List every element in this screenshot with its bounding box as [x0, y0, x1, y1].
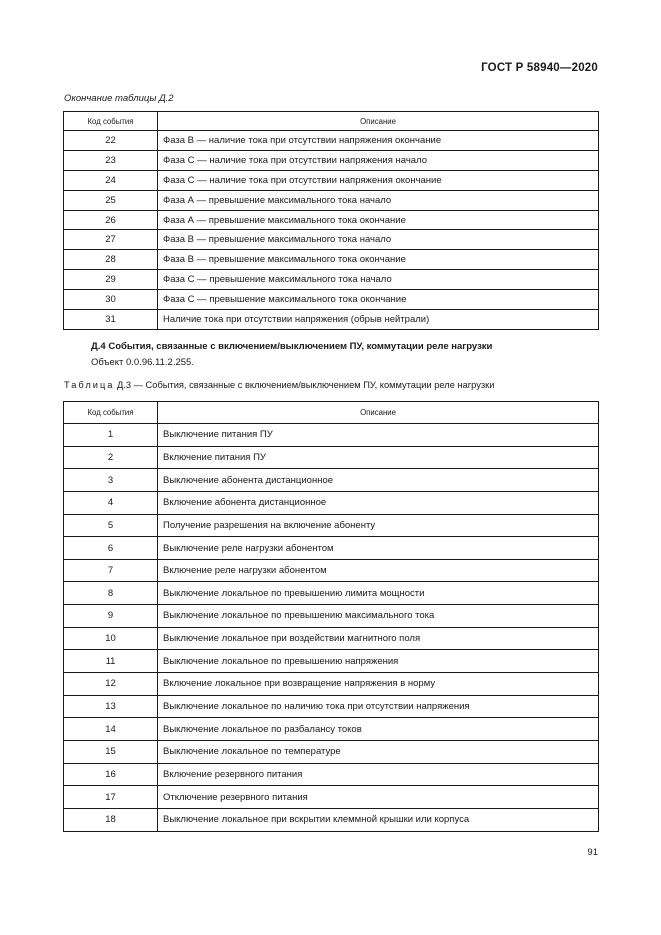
event-description-cell: Выключение реле нагрузки абонентом: [158, 537, 599, 560]
event-code-cell: 8: [64, 582, 158, 605]
event-description-cell: Отключение резервного питания: [158, 786, 599, 809]
table-row: [64, 210, 599, 230]
event-code-cell: 6: [64, 537, 158, 560]
event-description-cell: Фаза С — наличие тока при отсутствии напряжения окончание: [158, 170, 599, 190]
section-object: Объект 0.0.96.11.2.255.: [91, 357, 194, 368]
event-description-cell: Выключение локальное по превышению лимита мощности: [158, 582, 599, 605]
event-code-cell: 12: [64, 673, 158, 696]
event-code-cell: 4: [64, 491, 158, 514]
event-description-cell: Фаза В — превышение максимального тока начало: [158, 230, 599, 250]
event-description-cell: Выключение локальное по превышению максимального тока: [158, 605, 599, 628]
event-code-cell: 27: [64, 230, 158, 250]
event-description-cell: Выключение локальное при вскрытии клеммной крышки или корпуса: [158, 808, 599, 831]
table-row: [64, 537, 599, 560]
column-header-description: Описание: [158, 112, 599, 131]
event-code-cell: 17: [64, 786, 158, 809]
table-row: [64, 469, 599, 492]
event-description-cell: Фаза А — превышение максимального тока окончание: [158, 210, 599, 230]
event-description-cell: Включение локальное при возвращение напряжения в норму: [158, 673, 599, 696]
table-row: [64, 786, 599, 809]
event-code-cell: 14: [64, 718, 158, 741]
table2-caption-prefix: Таблица: [64, 380, 115, 390]
event-description-cell: Получение разрешения на включение абоненту: [158, 514, 599, 537]
event-code-cell: 7: [64, 559, 158, 582]
table1-caption: Окончание таблицы Д.2: [64, 93, 174, 104]
table-row: [64, 582, 599, 605]
document-id: ГОСТ Р 58940—2020: [481, 62, 598, 74]
event-description-cell: Включение абонента дистанционное: [158, 491, 599, 514]
event-code-cell: 25: [64, 190, 158, 210]
section-heading: Д.4 События, связанные с включением/выключением ПУ, коммутации реле нагрузки: [91, 341, 493, 352]
table-row: [64, 763, 599, 786]
event-code-cell: 28: [64, 250, 158, 270]
table-row: [64, 740, 599, 763]
table-row: [64, 190, 599, 210]
table-row: [64, 695, 599, 718]
table-header-row: [64, 402, 599, 424]
event-code-cell: 16: [64, 763, 158, 786]
table-row: [64, 290, 599, 310]
event-description-cell: Фаза С — превышение максимального тока окончание: [158, 290, 599, 310]
event-description-cell: Фаза В — наличие тока при отсутствии напряжения окончание: [158, 131, 599, 151]
event-code-cell: 22: [64, 131, 158, 151]
table-row: [64, 718, 599, 741]
column-header-description: Описание: [158, 402, 599, 424]
event-description-cell: Выключение локальное по превышению напряжения: [158, 650, 599, 673]
event-code-cell: 2: [64, 446, 158, 469]
event-code-cell: 11: [64, 650, 158, 673]
event-code-cell: 13: [64, 695, 158, 718]
event-code-cell: 31: [64, 310, 158, 330]
table-row: [64, 559, 599, 582]
event-code-cell: 9: [64, 605, 158, 628]
event-description-cell: Выключение локальное при воздействии магнитного поля: [158, 627, 599, 650]
table-row: [64, 230, 599, 250]
event-description-cell: Включение резервного питания: [158, 763, 599, 786]
table-row: [64, 673, 599, 696]
events-table-d3: [63, 401, 599, 832]
event-description-cell: Выключение абонента дистанционное: [158, 469, 599, 492]
table-row: [64, 808, 599, 831]
event-code-cell: 30: [64, 290, 158, 310]
page-number: 91: [587, 847, 598, 858]
table-row: [64, 170, 599, 190]
table-row: [64, 250, 599, 270]
event-code-cell: 5: [64, 514, 158, 537]
event-code-cell: 15: [64, 740, 158, 763]
event-description-cell: Выключение локальное по температуре: [158, 740, 599, 763]
event-code-cell: 18: [64, 808, 158, 831]
table-header-row: [64, 112, 599, 131]
table-row: [64, 310, 599, 330]
event-code-cell: 29: [64, 270, 158, 290]
column-header-code: Код события: [64, 112, 158, 131]
table-row: [64, 627, 599, 650]
event-code-cell: 3: [64, 469, 158, 492]
event-code-cell: 23: [64, 150, 158, 170]
event-description-cell: Включение реле нагрузки абонентом: [158, 559, 599, 582]
event-description-cell: Фаза В — превышение максимального тока окончание: [158, 250, 599, 270]
table-row: [64, 446, 599, 469]
event-code-cell: 1: [64, 424, 158, 447]
table-row: [64, 514, 599, 537]
table-row: [64, 605, 599, 628]
event-code-cell: 26: [64, 210, 158, 230]
table-row: [64, 150, 599, 170]
event-description-cell: Наличие тока при отсутствии напряжения (обрыв нейтрали): [158, 310, 599, 330]
table-row: [64, 650, 599, 673]
event-description-cell: Фаза С — наличие тока при отсутствии напряжения начало: [158, 150, 599, 170]
column-header-code: Код события: [64, 402, 158, 424]
event-description-cell: Фаза С — превышение максимального тока начало: [158, 270, 599, 290]
event-description-cell: Фаза А — превышение максимального тока начало: [158, 190, 599, 210]
event-description-cell: Выключение питания ПУ: [158, 424, 599, 447]
event-description-cell: Включение питания ПУ: [158, 446, 599, 469]
table2-caption-text: Д.3 — События, связанные с включением/выключением ПУ, коммутации реле нагрузки: [117, 380, 495, 390]
table2-caption: [64, 380, 494, 390]
event-code-cell: 10: [64, 627, 158, 650]
table-row: [64, 131, 599, 151]
event-description-cell: Выключение локальное по разбалансу токов: [158, 718, 599, 741]
event-description-cell: Выключение локальное по наличию тока при отсутствии напряжения: [158, 695, 599, 718]
table-row: [64, 491, 599, 514]
events-table-d2: [63, 111, 599, 330]
table-row: [64, 270, 599, 290]
event-code-cell: 24: [64, 170, 158, 190]
table-row: [64, 424, 599, 447]
